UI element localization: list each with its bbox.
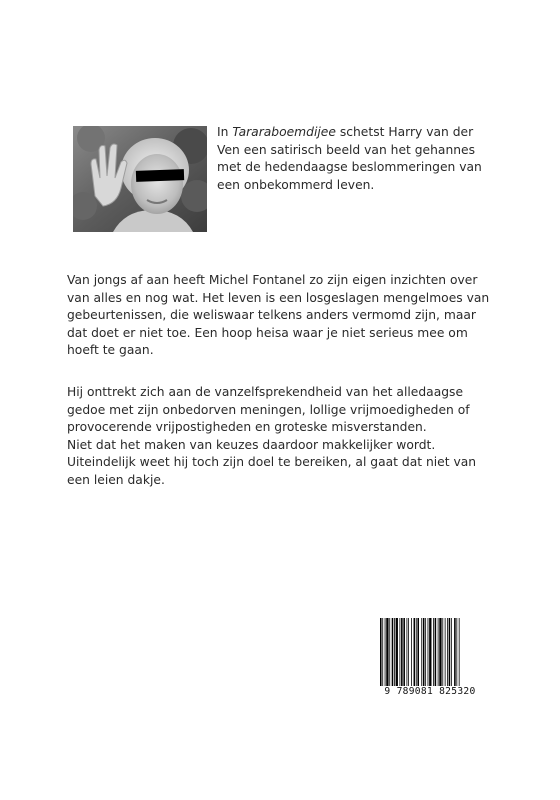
barcode-bar <box>380 618 382 690</box>
paragraph-line: gedoe met zijn onbedorven meningen, lollige vrijmoedigheden of <box>67 402 470 417</box>
barcode-bar <box>414 618 416 690</box>
author-photo-image <box>73 126 207 232</box>
barcode-bar <box>401 618 403 690</box>
paragraph-line: provocerende vrijpostigheden en groteske misverstanden. <box>67 420 427 434</box>
barcode-bar <box>445 618 446 690</box>
blurb-paragraph-1 <box>67 272 492 360</box>
barcode-bar <box>438 618 439 690</box>
barcode-bar <box>423 618 425 690</box>
barcode-bar <box>389 618 390 690</box>
paragraph-line: gebeurtenissen, die weliswaar telkens anders vermomd zijn, maar <box>67 308 476 322</box>
barcode-bar <box>454 618 456 690</box>
barcode-bar <box>421 618 422 690</box>
intro-text: schetst Harry van der Ven een satirisch beeld van het gehannes met de hedendaagse beslommeringen van een onbekommerd leven. <box>217 125 482 192</box>
intro-paragraph <box>217 124 485 194</box>
paragraph-line: hoeft te gaan. <box>67 343 154 357</box>
barcode-bar <box>429 618 431 690</box>
barcode-bar <box>400 618 401 690</box>
paragraph-line: een leien dakje. <box>67 472 165 487</box>
paragraph-line: dat doet er niet toe. Een hoop heisa waar je niet serieus mee om <box>67 325 468 340</box>
barcode-bar <box>449 618 451 690</box>
author-photo <box>73 126 207 232</box>
barcode-bar <box>435 618 437 690</box>
barcode-bar <box>433 618 434 690</box>
barcode-bar <box>442 618 443 690</box>
paragraph-line: Niet dat het maken van keuzes daardoor makkelijker wordt. <box>67 437 436 452</box>
paragraph-line: Hij onttrekt zich aan de vanzelfsprekendheid van het alledaagse <box>67 385 464 399</box>
barcode-bar <box>439 618 441 690</box>
barcode-bar <box>408 618 409 690</box>
barcode-bar <box>403 618 405 690</box>
barcode-bar <box>385 618 386 690</box>
barcode-bars <box>378 618 482 690</box>
barcode-bar <box>407 618 408 690</box>
paragraph-line: van alles en nog wat. Het leven is een losgeslagen mengelmoes van <box>67 290 490 305</box>
intro-prefix: In <box>217 125 233 139</box>
barcode-bar <box>425 618 426 690</box>
barcode-bar <box>382 618 383 690</box>
barcode-bar <box>394 618 395 690</box>
barcode-bar <box>386 618 388 690</box>
barcode-bar <box>417 618 419 690</box>
barcode-bar <box>396 618 398 690</box>
barcode-bar <box>451 618 452 690</box>
paragraph-line: Uiteindelijk weet hij toch zijn doel te bereiken, al gaat dat niet van <box>67 455 477 469</box>
book-title: Tararaboemdijee <box>232 125 336 139</box>
blurb-paragraph-2 <box>67 384 492 489</box>
barcode-bar <box>459 618 460 690</box>
barcode-bar <box>428 618 429 690</box>
barcode-bar <box>411 618 412 690</box>
isbn-number: 9 789081 825320 <box>378 686 482 697</box>
paragraph-line: Van jongs af aan heeft Michel Fontanel zo zijn eigen inzichten over <box>67 273 478 287</box>
barcode-bar <box>447 618 448 690</box>
barcode-bar <box>392 618 394 690</box>
barcode-bar <box>456 618 457 690</box>
barcode-bar <box>416 618 417 690</box>
